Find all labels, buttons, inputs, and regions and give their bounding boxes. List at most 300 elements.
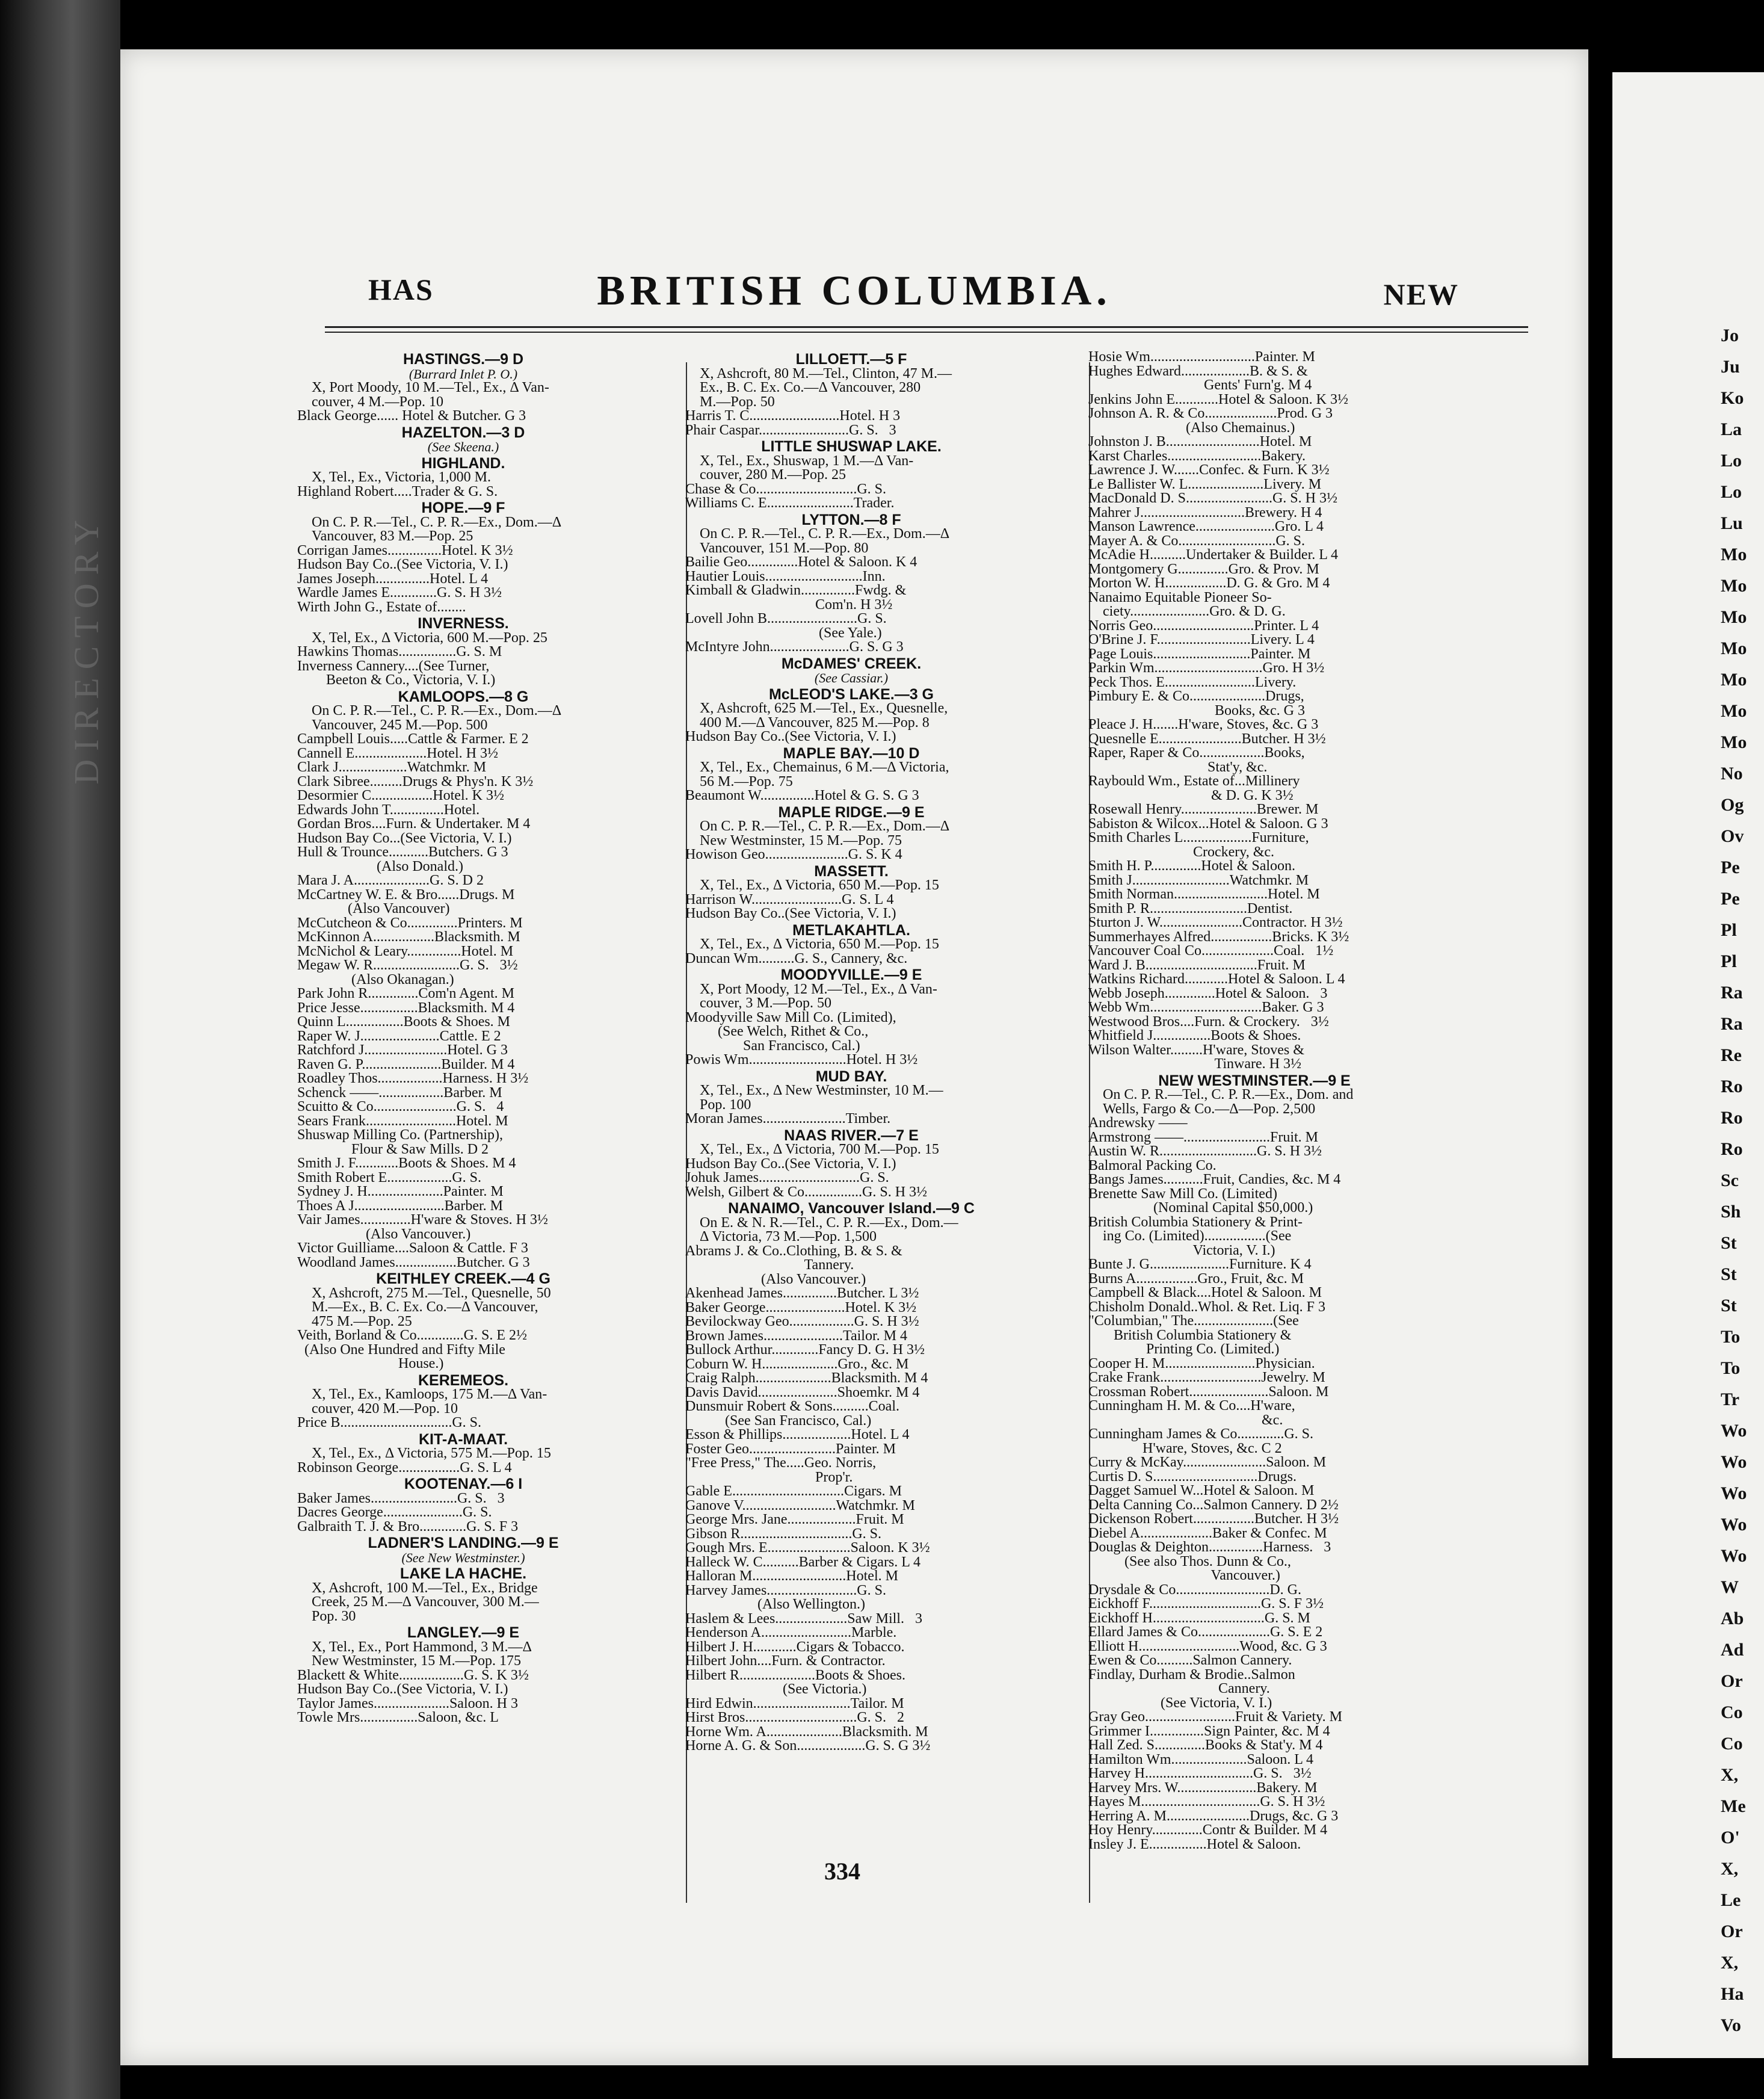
facing-page-text-fragment: Wo bbox=[1721, 1546, 1747, 1566]
business-listing: Grimmer I...............Sign Painter, &c. M 4 bbox=[1088, 1724, 1330, 1739]
facing-page-text-fragment: Ju bbox=[1721, 357, 1740, 377]
facing-page-text-fragment: Jo bbox=[1721, 326, 1739, 345]
business-listing: Park John R..............Com'n Agent. M bbox=[297, 987, 515, 1001]
business-listing: Highland Robert.....Trader & G. S. bbox=[297, 484, 498, 499]
business-listing: Victoria, V. I.) bbox=[1088, 1243, 1275, 1258]
business-listing: Austin W. R...........................G. S. H 3½ bbox=[1088, 1145, 1322, 1159]
business-listing: Crake Frank............................Jewelry. M bbox=[1088, 1371, 1325, 1385]
business-listing: Mara J. A.....................G. S. D 2 bbox=[297, 874, 484, 888]
business-listing: Tannery. bbox=[685, 1258, 854, 1273]
facing-page-text-fragment: W bbox=[1721, 1577, 1739, 1597]
place-info: X, Ashcroft, 100 M.—Tel., Ex., Bridge bbox=[312, 1581, 538, 1595]
business-listing: O'Brine J. F..........................Livery. L 4 bbox=[1088, 633, 1315, 648]
facing-page-text-fragment: Ad bbox=[1721, 1640, 1744, 1660]
business-listing: Tinware. H 3½ bbox=[1088, 1057, 1302, 1072]
column-2 bbox=[683, 350, 1020, 1915]
business-listing: (See Welch, Rithet & Co., bbox=[685, 1025, 869, 1039]
business-listing: Inverness Cannery....(See Turner, bbox=[297, 659, 490, 673]
place-info: 475 M.—Pop. 25 bbox=[312, 1314, 412, 1329]
business-listing: Findlay, Durham & Brodie..Salmon bbox=[1088, 1668, 1295, 1682]
business-listing: Hayes M.................................G. S. H 3½ bbox=[1088, 1795, 1325, 1810]
business-listing: Curtis D. S.............................Drugs. bbox=[1088, 1470, 1297, 1484]
business-listing: Curry & McKay.......................Saloon. M bbox=[1088, 1456, 1327, 1470]
business-listing: Dagget Samuel W...Hotel & Saloon. M bbox=[1088, 1484, 1315, 1498]
business-listing: Nanaimo Equitable Pioneer So- bbox=[1088, 590, 1272, 605]
business-listing: Douglas & Deighton...............Harness. 3 bbox=[1088, 1541, 1331, 1555]
facing-page-text-fragment: Ab bbox=[1721, 1609, 1744, 1628]
business-listing: Balmoral Packing Co. bbox=[1088, 1158, 1217, 1173]
business-listing: (Also Chemainus.) bbox=[1088, 421, 1295, 435]
facing-page-text-fragment: Pe bbox=[1721, 889, 1740, 909]
business-listing: Le Ballister W. L.....................Livery. M bbox=[1088, 477, 1322, 492]
business-listing: Smith J...........................Watchmkr. M bbox=[1088, 873, 1309, 888]
place-heading: HASTINGS.—9 D bbox=[402, 353, 524, 367]
facing-page-text-fragment: Lo bbox=[1721, 482, 1742, 502]
business-listing: Bullock Arthur.............Fancy D. G. H 3½ bbox=[685, 1343, 925, 1358]
business-listing: Welsh, Gilbert & Co................G. S. H 3½ bbox=[685, 1185, 928, 1199]
place-info: couver, 3 M.—Pop. 50 bbox=[700, 997, 832, 1011]
business-listing: Hughes Edward...................B. & S. & bbox=[1088, 364, 1308, 379]
business-listing: Hamilton Wm.....................Saloon. L 4 bbox=[1088, 1752, 1313, 1767]
business-listing: Lawrence J. W.......Confec. & Furn. K 3½ bbox=[1088, 463, 1330, 478]
facing-page-text-fragment: X, bbox=[1721, 1765, 1739, 1785]
business-listing: (Also Vancouver) bbox=[297, 902, 450, 917]
business-listing: Cunningham James & Co.............G. S. bbox=[1088, 1427, 1314, 1442]
place-info: couver, 280 M.—Pop. 25 bbox=[700, 468, 847, 483]
place-info: X, Tel., Ex., Δ Victoria, 575 M.—Pop. 15 bbox=[312, 1447, 551, 1461]
business-listing: &c. bbox=[1088, 1413, 1283, 1427]
business-listing: ing Co. (Limited).................(See bbox=[1088, 1229, 1292, 1244]
business-listing: Woodland James.................Butcher. G 3 bbox=[297, 1255, 530, 1270]
place-heading: NAAS RIVER.—7 E bbox=[784, 1128, 919, 1143]
business-listing: Corrigan James...............Hotel. K 3½ bbox=[297, 543, 513, 558]
facing-page-text-fragment: St bbox=[1721, 1264, 1737, 1284]
business-listing: Karst Charles..........................Bakery. bbox=[1088, 449, 1306, 463]
cross-reference: (See New Westminster.) bbox=[401, 1550, 525, 1565]
business-listing: Elliott H............................Wood, &c. G 3 bbox=[1088, 1639, 1327, 1654]
business-listing: Delta Canning Co...Salmon Cannery. D 2½ bbox=[1088, 1498, 1339, 1512]
business-listing: Akenhead James...............Butcher. L 3½ bbox=[685, 1287, 919, 1301]
business-listing: Hird Edwin...........................Tailor. M bbox=[685, 1696, 904, 1711]
column-1 bbox=[295, 350, 632, 1915]
facing-page-text-fragment: Ko bbox=[1721, 388, 1744, 408]
facing-page-text-fragment: Wo bbox=[1721, 1421, 1747, 1441]
business-listing: Hirst Bros...............................G. S. 2 bbox=[685, 1711, 905, 1725]
place-info: X, Tel., Ex., Δ New Westminster, 10 M.— bbox=[700, 1084, 943, 1098]
facing-page-text-fragment: X, bbox=[1721, 1953, 1739, 1973]
place-info: Creek, 25 M.—Δ Vancouver, 300 M.— bbox=[312, 1595, 539, 1610]
header-rule bbox=[325, 326, 1528, 333]
cross-reference: (Burrard Inlet P. O.) bbox=[409, 366, 518, 381]
place-heading: HOPE.—9 F bbox=[421, 501, 505, 516]
place-heading: INVERNESS. bbox=[418, 617, 509, 631]
business-listing: Webb Wm...............................Baker. G 3 bbox=[1088, 1001, 1324, 1015]
business-listing: Halleck W. C..........Barber & Cigars. L 4 bbox=[685, 1555, 921, 1569]
facing-page-text-fragment: Mo bbox=[1721, 607, 1747, 627]
place-info: M.—Ex., B. C. Ex. Co.—Δ Vancouver, bbox=[312, 1300, 538, 1315]
business-listing: Ewen & Co..........Salmon Cannery. bbox=[1088, 1654, 1292, 1668]
business-listing: Williams C. E........................Trader. bbox=[685, 496, 895, 511]
business-listing: Hudson Bay Co..(See Victoria, V. I.) bbox=[297, 1683, 508, 1697]
business-listing: Beeton & Co., Victoria, V. I.) bbox=[297, 673, 496, 688]
place-heading: LAKE LA HACHE. bbox=[399, 1567, 527, 1581]
business-listing: Gibson R...............................G. S. bbox=[685, 1527, 882, 1541]
business-listing: Taylor James.....................Saloon. H 3 bbox=[297, 1696, 518, 1711]
business-listing: "Columbian," The......................(See bbox=[1088, 1314, 1299, 1329]
business-listing: Gough Mrs. E.......................Saloon. K 3½ bbox=[685, 1541, 930, 1556]
business-listing: Pimbury E. & Co.....................Drugs, bbox=[1088, 690, 1304, 704]
business-listing: Victor Guilliame....Saloon & Cattle. F 3 bbox=[297, 1241, 528, 1256]
place-heading: MUD BAY. bbox=[815, 1069, 887, 1084]
business-listing: Hull & Trounce...........Butchers. G 3 bbox=[297, 845, 508, 860]
business-listing: Sydney J. H.....................Painter. M bbox=[297, 1185, 504, 1199]
business-listing: Hilbert R.....................Boots & Shoes. bbox=[685, 1668, 906, 1683]
facing-page-text-fragment: Ha bbox=[1721, 1984, 1744, 2004]
business-listing: Smith P. R...........................Dentist. bbox=[1088, 901, 1293, 916]
business-listing: Craig Ralph.....................Blacksmith. M 4 bbox=[685, 1371, 928, 1386]
business-listing: Cannery. bbox=[1088, 1682, 1270, 1696]
business-listing: Bangs James...........Fruit, Candies, &c. M 4 bbox=[1088, 1173, 1341, 1187]
place-heading: LADNER'S LANDING.—9 E bbox=[368, 1536, 559, 1551]
business-listing: Henderson A.........................Marble. bbox=[685, 1626, 897, 1640]
facing-page-fragment bbox=[1612, 72, 1764, 2058]
facing-page-text-fragment: Co bbox=[1721, 1734, 1743, 1754]
business-listing: Mayer A. & Co...........................G. S. bbox=[1088, 534, 1305, 548]
business-listing: Hosie Wm.............................Painter. M bbox=[1088, 350, 1315, 365]
business-listing: Davis David......................Shoemkr. M 4 bbox=[685, 1385, 920, 1400]
facing-page-text-fragment: X, bbox=[1721, 1859, 1739, 1879]
facing-page-text-fragment: St bbox=[1721, 1233, 1737, 1253]
business-listing: Harrison W.........................G. S. L 4 bbox=[685, 892, 894, 907]
business-listing: Smith Charles L...................Furniture, bbox=[1088, 831, 1309, 845]
business-listing: Whitfield J................Boots & Shoes. bbox=[1088, 1029, 1301, 1043]
facing-page-text-fragment: Mo bbox=[1721, 670, 1747, 690]
business-listing: McKinnon A.................Blacksmith. M bbox=[297, 930, 520, 945]
business-listing: British Columbia Stationery & bbox=[1088, 1328, 1292, 1343]
place-info: X, Ashcroft, 80 M.—Tel., Clinton, 47 M.— bbox=[700, 366, 952, 381]
facing-page-text-fragment: To bbox=[1721, 1327, 1741, 1347]
business-listing: Lovell John B.........................G. S. bbox=[685, 612, 887, 626]
business-listing: (Also One Hundred and Fifty Mile bbox=[297, 1343, 505, 1357]
facing-page-text-fragment: Ro bbox=[1721, 1139, 1743, 1159]
business-listing: (See also Thos. Dunn & Co., bbox=[1088, 1554, 1291, 1569]
business-listing: Cooper H. M.........................Physician. bbox=[1088, 1356, 1315, 1371]
business-listing: Hilbert J. H............Cigars & Tobacco. bbox=[685, 1640, 905, 1654]
facing-page-text-fragment: Sh bbox=[1721, 1202, 1741, 1222]
facing-page-text-fragment: Tr bbox=[1721, 1390, 1740, 1409]
business-listing: Crockery, &c. bbox=[1088, 845, 1275, 859]
place-heading: MASSETT. bbox=[814, 864, 889, 879]
facing-page-text-fragment: Ro bbox=[1721, 1108, 1743, 1128]
place-heading: LANGLEY.—9 E bbox=[407, 1626, 520, 1640]
business-listing: Kimball & Gladwin...............Fwdg. & bbox=[685, 584, 907, 598]
header-left-guide-word: HAS bbox=[368, 273, 434, 306]
business-listing: Wilson Walter.........H'ware, Stoves & bbox=[1088, 1043, 1304, 1057]
page-number: 334 bbox=[824, 1858, 860, 1885]
business-listing: Clark J...................Watchmkr. M bbox=[297, 761, 487, 775]
place-info: On C. P. R.—Tel., C. P. R.—Ex., Dom.—Δ bbox=[700, 527, 950, 542]
business-listing: (See Yale.) bbox=[685, 626, 882, 640]
facing-page-text-fragment: Wo bbox=[1721, 1515, 1747, 1535]
business-listing: Eickhoff F...............................G. S. F 3½ bbox=[1088, 1597, 1324, 1612]
place-heading: HAZELTON.—3 D bbox=[401, 425, 525, 440]
business-listing: Vancouver.) bbox=[1088, 1569, 1280, 1583]
place-heading: LITTLE SHUSWAP LAKE. bbox=[761, 440, 942, 454]
place-info: X, Port Moody, 12 M.—Tel., Ex., Δ Van- bbox=[700, 982, 937, 997]
facing-page-text-fragment: Mo bbox=[1721, 701, 1747, 721]
business-listing: McCartney W. E. & Bro......Drugs. M bbox=[297, 888, 515, 902]
place-heading: MOODYVILLE.—9 E bbox=[780, 968, 922, 983]
business-listing: Towle Mrs................Saloon, &c. L bbox=[297, 1711, 499, 1725]
business-listing: Hudson Bay Co...(See Victoria, V. I.) bbox=[297, 831, 512, 845]
business-listing: Robinson George.................G. S. L 4 bbox=[297, 1461, 512, 1475]
business-listing: (Also Vancouver.) bbox=[297, 1227, 471, 1241]
facing-page-text-fragment: Le bbox=[1721, 1890, 1741, 1910]
business-listing: Smith H. P..............Hotel & Saloon. bbox=[1088, 859, 1296, 874]
business-listing: & D. G. K 3½ bbox=[1088, 788, 1294, 803]
place-heading: KEREMEOS. bbox=[418, 1373, 509, 1388]
place-info: couver, 420 M.—Pop. 10 bbox=[312, 1402, 458, 1416]
place-info: Pop. 100 bbox=[700, 1098, 751, 1112]
cross-reference: (See Cassiar.) bbox=[814, 671, 889, 685]
running-header bbox=[120, 224, 1588, 314]
facing-page-text-fragment: Re bbox=[1721, 1045, 1742, 1065]
business-listing: Coburn W. H.....................Gro., &c. M bbox=[685, 1357, 909, 1371]
business-listing: Duncan Wm..........G. S., Cannery, &c. bbox=[685, 951, 908, 966]
business-listing: Moodyville Saw Mill Co. (Limited), bbox=[685, 1010, 896, 1025]
business-listing: Edwards John T...............Hotel. bbox=[297, 803, 480, 817]
business-listing: Smith Robert E..................G. S. bbox=[297, 1170, 482, 1185]
facing-page-text-fragment: Me bbox=[1721, 1796, 1746, 1816]
business-listing: Baker James........................G. S. 3 bbox=[297, 1491, 505, 1506]
business-listing: Books, &c. G 3 bbox=[1088, 703, 1305, 718]
business-listing: Hawkins Thomas................G. S. M bbox=[297, 645, 502, 660]
directory-page bbox=[120, 49, 1588, 2065]
business-listing: Ward J. B...............................Fruit. M bbox=[1088, 958, 1306, 972]
place-info: X, Tel., Ex., Chemainus, 6 M.—Δ Victoria, bbox=[700, 761, 949, 775]
business-listing: Montgomery G..............Gro. & Prov. M bbox=[1088, 562, 1319, 577]
business-listing: Dickenson Robert.................Butcher. H 3½ bbox=[1088, 1512, 1339, 1527]
business-listing: Hudson Bay Co..(See Victoria, V. I.) bbox=[685, 730, 896, 744]
business-listing: Dacres George......................G. S. bbox=[297, 1506, 492, 1520]
business-listing: Haslem & Lees....................Saw Mill. 3 bbox=[685, 1612, 922, 1626]
business-listing: Chisholm Donald..Whol. & Ret. Liq. F 3 bbox=[1088, 1300, 1325, 1314]
facing-page-text-fragment: St bbox=[1721, 1296, 1737, 1315]
business-listing: Manson Lawrence......................Gro. L 4 bbox=[1088, 520, 1324, 534]
business-listing: Peck Thos. E.........................Livery. bbox=[1088, 675, 1297, 690]
place-info: Vancouver, 151 M.—Pop. 80 bbox=[700, 541, 869, 555]
place-info: X, Tel., Ex., Δ Victoria, 700 M.—Pop. 15 bbox=[700, 1143, 939, 1157]
business-listing: Price Jesse................Blacksmith. M 4 bbox=[297, 1001, 515, 1015]
place-heading: HIGHLAND. bbox=[421, 456, 505, 471]
business-listing: Pleace J. H.......H'ware, Stoves, &c. G 3 bbox=[1088, 718, 1319, 732]
business-listing: Halloran M..........................Hotel. M bbox=[685, 1569, 898, 1584]
business-listing: Jenkins John E............Hotel & Saloon. K 3½ bbox=[1088, 392, 1348, 407]
business-listing: Foster Geo........................Painter. M bbox=[685, 1442, 896, 1456]
business-listing: Horne A. G. & Son...................G. S. G 3½ bbox=[685, 1739, 931, 1754]
business-listing: Ganove V..........................Watchmkr. M bbox=[685, 1498, 915, 1513]
business-listing: San Francisco, Cal.) bbox=[685, 1039, 860, 1053]
facing-page-text-fragment: Sc bbox=[1721, 1170, 1739, 1190]
business-listing: Watkins Richard............Hotel & Saloon. L 4 bbox=[1088, 972, 1345, 987]
business-listing: Brenette Saw Mill Co. (Limited) bbox=[1088, 1187, 1277, 1201]
business-listing: Gray Geo.........................Fruit & Variety. M bbox=[1088, 1710, 1342, 1725]
business-listing: Drysdale & Co..........................D. G. bbox=[1088, 1583, 1301, 1597]
business-listing: H'ware, Stoves, &c. C 2 bbox=[1088, 1441, 1282, 1456]
business-listing: Smith Norman..........................Hotel. M bbox=[1088, 888, 1320, 902]
place-info: X, Tel., Ex., Δ Victoria, 650 M.—Pop. 15 bbox=[700, 879, 939, 893]
facing-page-text-fragment: Or bbox=[1721, 1921, 1743, 1941]
business-listing: House.) bbox=[297, 1357, 444, 1371]
business-listing: Hudson Bay Co..(See Victoria, V. I.) bbox=[685, 907, 896, 921]
header-right-guide-word: NEW bbox=[1383, 277, 1459, 311]
business-listing: Clark Sibree.........Drugs & Phys'n. K 3½ bbox=[297, 774, 534, 789]
place-info: X, Tel., Ex., Port Hammond, 3 M.—Δ bbox=[312, 1640, 532, 1654]
place-heading: McLEOD'S LAKE.—3 G bbox=[768, 687, 934, 702]
place-info: X, Tel., Ex., Victoria, 1,000 M. bbox=[312, 471, 491, 485]
facing-page-text-fragment: Og bbox=[1721, 795, 1744, 815]
business-listing: Mahrer J.............................Brewery. H 4 bbox=[1088, 505, 1322, 520]
business-listing: (Nominal Capital $50,000.) bbox=[1088, 1201, 1313, 1216]
business-listing: Harvey H..............................G. S. 3½ bbox=[1088, 1767, 1312, 1781]
business-listing: Ellard James & Co....................G. S. E 2 bbox=[1088, 1625, 1323, 1640]
column-3 bbox=[1086, 350, 1423, 1915]
business-listing: Campbell & Black....Hotel & Saloon. M bbox=[1088, 1286, 1322, 1300]
facing-page-text-fragment: Ro bbox=[1721, 1077, 1743, 1096]
business-listing: Galbraith T. J. & Bro.............G. S. F 3 bbox=[297, 1519, 519, 1534]
business-listing: Chase & Co............................G. S. bbox=[685, 482, 887, 496]
business-listing: ciety......................Gro. & D. G. bbox=[1088, 605, 1286, 619]
business-listing: Page Louis...........................Painter. M bbox=[1088, 647, 1311, 661]
business-listing: Blackett & White..................G. S. K 3½ bbox=[297, 1668, 529, 1683]
place-info: On C. P. R.—Tel., C. P. R.—Ex., Dom.—Δ bbox=[700, 820, 950, 834]
business-listing: McNichol & Leary...............Hotel. M bbox=[297, 944, 514, 959]
business-listing: Megaw W. R........................G. S. 3½ bbox=[297, 959, 518, 973]
business-listing: Shuswap Milling Co. (Partnership), bbox=[297, 1128, 503, 1143]
business-listing: Webb Joseph..............Hotel & Saloon. 3 bbox=[1088, 986, 1328, 1001]
business-listing: Westwood Bros....Furn. & Crockery. 3½ bbox=[1088, 1015, 1329, 1029]
business-listing: Gents' Furn'g. M 4 bbox=[1088, 379, 1312, 393]
business-listing: (See San Francisco, Cal.) bbox=[685, 1414, 872, 1428]
business-listing: Crossman Robert......................Saloon. M bbox=[1088, 1385, 1329, 1399]
business-listing: Parkin Wm..............................Gro. H 3½ bbox=[1088, 661, 1325, 676]
place-heading: McDAMES' CREEK. bbox=[781, 657, 922, 671]
place-info: X, Ashcroft, 275 M.—Tel., Quesnelle, 50 bbox=[312, 1286, 551, 1300]
facing-page-text-fragment: Mo bbox=[1721, 576, 1747, 596]
facing-page-text-fragment: Wo bbox=[1721, 1452, 1747, 1472]
business-listing: Bevilockway Geo..................G. S. H 3½ bbox=[685, 1315, 919, 1329]
facing-page-text-fragment: O' bbox=[1721, 1828, 1740, 1847]
business-listing: Johnston J. B..........................Hotel. M bbox=[1088, 435, 1312, 450]
place-info: Ex., B. C. Ex. Co.—Δ Vancouver, 280 bbox=[700, 381, 921, 395]
business-listing: Brown James......................Tailor. M 4 bbox=[685, 1329, 907, 1343]
facing-page-text-fragment: Pl bbox=[1721, 951, 1737, 971]
facing-page-text-fragment: Ov bbox=[1721, 826, 1744, 846]
business-listing: (Also Donald.) bbox=[297, 859, 463, 874]
business-listing: (See Victoria, V. I.) bbox=[1088, 1696, 1272, 1710]
place-info: Δ Victoria, 73 M.—Pop. 1,500 bbox=[700, 1230, 877, 1244]
place-info: New Westminster, 15 M.—Pop. 75 bbox=[700, 833, 902, 848]
place-heading: MAPLE BAY.—10 D bbox=[783, 746, 920, 761]
business-listing: Quinn L................Boots & Shoes. M bbox=[297, 1015, 511, 1030]
place-info: X, Tel., Ex., Δ Victoria, 650 M.—Pop. 15 bbox=[700, 938, 939, 952]
business-listing: Herring A. M.......................Drugs, &c. G 3 bbox=[1088, 1809, 1339, 1823]
place-info: New Westminster, 15 M.—Pop. 175 bbox=[312, 1654, 521, 1669]
business-listing: Beaumont W...............Hotel & G. S. G 3 bbox=[685, 789, 919, 803]
business-listing: Roadley Thos..................Harness. H 3½ bbox=[297, 1072, 529, 1086]
business-listing: Summerhayes Alfred.................Bricks. K 3½ bbox=[1088, 930, 1349, 944]
business-listing: Morton W. H.................D. G. & Gro. M 4 bbox=[1088, 577, 1330, 591]
place-info: On C. P. R.—Tel., C. P. R.—Ex., Dom. and bbox=[1103, 1088, 1354, 1102]
business-listing: McAdie H..........Undertaker & Builder. L 4 bbox=[1088, 548, 1339, 563]
business-listing: Hilbert John....Furn. & Contractor. bbox=[685, 1654, 886, 1669]
business-listing: (Also Vancouver.) bbox=[685, 1272, 866, 1287]
place-heading: LYTTON.—8 F bbox=[801, 513, 901, 527]
business-listing: Gordan Bros....Furn. & Undertaker. M 4 bbox=[297, 817, 531, 832]
business-listing: Stat'y, &c. bbox=[1088, 760, 1268, 774]
place-heading: METLAKAHTLA. bbox=[792, 923, 910, 938]
facing-page-text-fragment: Pl bbox=[1721, 920, 1737, 940]
business-listing: Raven G. P......................Builder. M 4 bbox=[297, 1057, 515, 1072]
business-listing: Diebel A....................Baker & Confec. M bbox=[1088, 1526, 1327, 1541]
business-listing: Smith J. F............Boots & Shoes. M 4 bbox=[297, 1157, 516, 1171]
business-listing: "Free Press," The.....Geo. Norris, bbox=[685, 1456, 877, 1471]
business-listing: Burns A.................Gro., Fruit, &c. M bbox=[1088, 1272, 1304, 1286]
business-listing: Thoes A J.........................Barber. M bbox=[297, 1199, 503, 1213]
business-listing: Printing Co. (Limited.) bbox=[1088, 1343, 1280, 1357]
place-info: X, Tel., Ex., Kamloops, 175 M.—Δ Van- bbox=[312, 1388, 547, 1402]
business-listing: Sabiston & Wilcox...Hotel & Saloon. G 3 bbox=[1088, 817, 1328, 831]
business-listing: (Also Okanagan.) bbox=[297, 972, 454, 987]
business-listing: Phair Caspar.........................G. S. 3 bbox=[685, 423, 896, 437]
business-listing: Schenck ——..................Barber. M bbox=[297, 1086, 502, 1100]
place-heading: KIT-A-MAAT. bbox=[418, 1432, 508, 1447]
business-listing: MacDonald D. S........................G. S. H 3½ bbox=[1088, 492, 1337, 506]
business-listing: Harvey Mrs. W......................Bakery. M bbox=[1088, 1781, 1318, 1795]
facing-page-text-fragment: Mo bbox=[1721, 545, 1747, 564]
business-listing: Johuk James............................G. S. bbox=[685, 1171, 889, 1186]
facing-page-text-fragment: Ra bbox=[1721, 1014, 1743, 1034]
place-info: couver, 4 M.—Pop. 10 bbox=[312, 395, 444, 409]
business-listing: Cannell E....................Hotel. H 3½ bbox=[297, 746, 498, 761]
business-listing: Wardle James E.............G. S. H 3½ bbox=[297, 586, 502, 601]
business-listing: Price B...............................G. S. bbox=[297, 1416, 481, 1430]
facing-page-text-fragment: Wo bbox=[1721, 1483, 1747, 1503]
business-listing: (See Victoria.) bbox=[685, 1683, 867, 1697]
business-listing: Armstrong ——........................Fruit. M bbox=[1088, 1130, 1319, 1145]
cross-reference: (See Skeena.) bbox=[427, 440, 499, 454]
business-listing: George Mrs. Jane...................Fruit. M bbox=[685, 1513, 904, 1527]
spine-text: DIRECTORY bbox=[67, 512, 106, 785]
business-listing: Quesnelle E.......................Butcher. H 3½ bbox=[1088, 732, 1326, 746]
place-info: 400 M.—Δ Vancouver, 825 M.—Pop. 8 bbox=[700, 716, 930, 730]
facing-page-text-fragment: Or bbox=[1721, 1671, 1743, 1691]
business-listing: (Also Wellington.) bbox=[685, 1598, 865, 1612]
business-listing: Ratchford J.......................Hotel. G 3 bbox=[297, 1043, 508, 1058]
business-listing: Sears Frank.........................Hotel. M bbox=[297, 1114, 508, 1128]
business-listing: Black George...... Hotel & Butcher. G 3 bbox=[297, 409, 526, 424]
place-info: X, Tel., Ex., Shuswap, 1 M.—Δ Van- bbox=[700, 454, 914, 468]
facing-page-text-fragment: Vo bbox=[1721, 2015, 1741, 2035]
business-listing: Howison Geo.......................G. S. K 4 bbox=[685, 848, 902, 862]
business-listing: James Joseph...............Hotel. L 4 bbox=[297, 572, 489, 586]
facing-page-text-fragment: No bbox=[1721, 764, 1743, 784]
place-heading: KAMLOOPS.—8 G bbox=[398, 690, 529, 704]
business-listing: Scuitto & Co.......................G. S. 4 bbox=[297, 1100, 504, 1114]
place-heading: MAPLE RIDGE.—9 E bbox=[778, 805, 925, 820]
page-title: BRITISH COLUMBIA. bbox=[597, 268, 1112, 314]
facing-page-text-fragment: To bbox=[1721, 1358, 1741, 1378]
